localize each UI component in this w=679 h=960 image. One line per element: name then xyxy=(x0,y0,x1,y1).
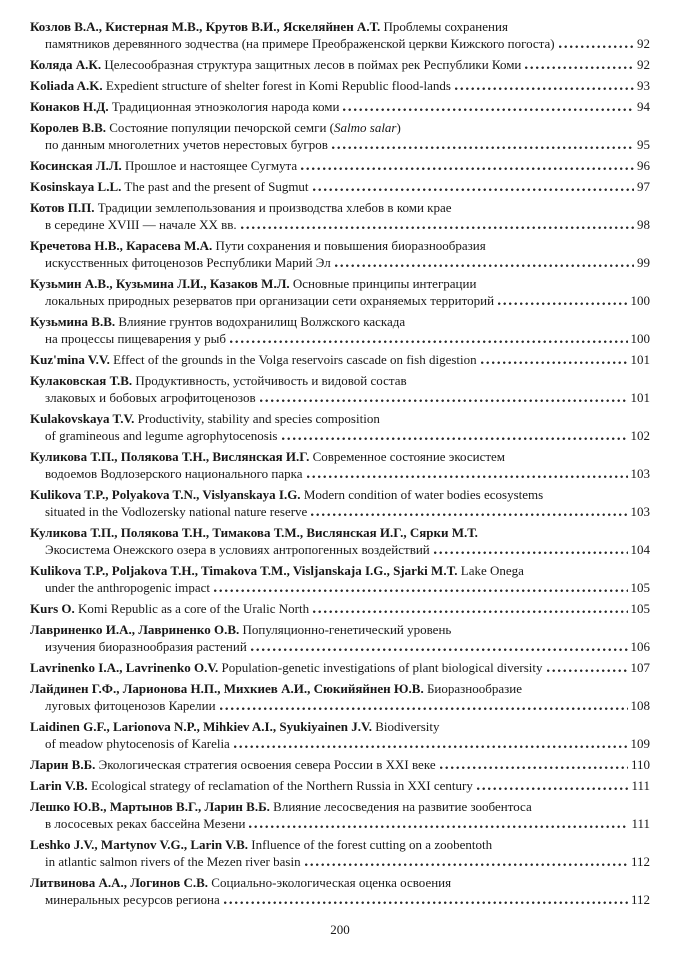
entry-line xyxy=(30,718,650,735)
entry-authors: Козлов В.А., Кистерная М.В., Крутов В.И., Яскеляйнен А.Т. xyxy=(30,19,381,34)
entry-line xyxy=(30,836,650,853)
entry-line xyxy=(30,410,650,427)
toc-entry xyxy=(30,98,650,115)
toc-entry xyxy=(30,718,650,752)
entry-text xyxy=(45,891,220,908)
toc-entry xyxy=(30,777,650,794)
toc-entry xyxy=(30,600,650,617)
dot-leader xyxy=(251,647,628,651)
dot-leader xyxy=(282,436,628,440)
toc-entry xyxy=(30,351,650,368)
entry-authors: Конаков Н.Д. xyxy=(30,99,109,114)
dot-leader xyxy=(335,263,634,267)
entry-text xyxy=(45,136,328,153)
toc-entry xyxy=(30,410,650,444)
entry-authors: Литвинова А.А., Логинов С.В. xyxy=(30,875,209,890)
entry-line-last xyxy=(30,56,650,73)
entry-title-text: Прошлое и настоящее Сугмута xyxy=(121,158,298,173)
entry-authors: Kuz'mina V.V. xyxy=(30,352,110,367)
entry-line-last xyxy=(30,427,650,444)
entry-page-number: 94 xyxy=(637,99,650,114)
entry-page-number: 100 xyxy=(630,293,650,308)
entry-title-text: Состояние популяции печорской семги ( xyxy=(106,120,335,135)
entry-title-text: в середине XVIII — начале XX вв. xyxy=(45,217,237,232)
entry-page-number: 112 xyxy=(630,892,650,907)
entry-title-text: на процессы пищеварения у рыб xyxy=(45,331,226,346)
toc-entry xyxy=(30,621,650,655)
dot-leader xyxy=(455,86,634,90)
entry-authors: Лайдинен Г.Ф., Ларионова Н.П., Михкиев А.И., Сюкийяйнен Ю.В. xyxy=(30,681,424,696)
toc-page xyxy=(30,18,650,938)
entry-text xyxy=(30,875,451,890)
entry-title-text: искусственных фитоценозов Республики Марий Эл xyxy=(45,255,331,270)
entry-text xyxy=(30,411,380,426)
entry-line xyxy=(30,275,650,292)
entry-title-text: Expedient structure of shelter forest in Komi Republic flood-lands xyxy=(102,78,451,93)
entry-title-text: Salmo salar xyxy=(334,120,397,135)
entry-line xyxy=(30,486,650,503)
entry-line-last xyxy=(30,891,650,908)
entry-text xyxy=(45,465,303,482)
entry-line xyxy=(30,18,650,35)
entry-text xyxy=(30,756,436,773)
entry-line xyxy=(30,524,650,541)
entry-title-text: Традиционная этноэкология народа коми xyxy=(108,99,340,114)
toc-entry xyxy=(30,56,650,73)
entry-line-last xyxy=(30,735,650,752)
entry-line-last xyxy=(30,465,650,482)
entry-text xyxy=(30,120,401,135)
entry-text xyxy=(45,292,494,309)
dot-leader xyxy=(440,765,628,769)
toc-entry xyxy=(30,680,650,714)
entry-title-text: Современное состояние экосистем xyxy=(309,449,506,464)
entry-title-text: Целесообразная структура защитных лесов в поймах рек Республики Коми xyxy=(101,57,522,72)
entry-page-number: 105 xyxy=(630,580,650,595)
entry-authors: Kurs O. xyxy=(30,601,75,616)
entry-line-last xyxy=(30,77,650,94)
entry-title-text: Lake Onega xyxy=(457,563,524,578)
entry-authors: Котов П.П. xyxy=(30,200,95,215)
entry-page-number: 110 xyxy=(630,757,650,772)
entry-authors: Кузьмина В.В. xyxy=(30,314,116,329)
toc-entry xyxy=(30,448,650,482)
entry-page-number: 112 xyxy=(630,854,650,869)
entry-title-text: памятников деревянного зодчества (на примере Преображенской церкви Кижского погоста) xyxy=(45,36,555,51)
entry-line-last xyxy=(30,579,650,596)
toc-entry xyxy=(30,77,650,94)
entry-authors: Куликова Т.П., Полякова Т.Н., Тимакова Т.М., Вислянская И.Г., Сярки М.Т. xyxy=(30,525,478,540)
entry-authors: Куликова Т.П., Полякова Т.Н., Вислянская И.Г. xyxy=(30,449,310,464)
dot-leader xyxy=(249,824,628,828)
toc-entry xyxy=(30,18,650,52)
entry-authors: Laidinen G.F., Larionova N.P., Mihkiev A.I., Syukiyainen J.V. xyxy=(30,719,372,734)
entry-text xyxy=(45,638,247,655)
toc-entry xyxy=(30,524,650,558)
entry-text xyxy=(30,351,477,368)
entry-title-text: Biodiversity xyxy=(371,719,440,734)
toc-entry xyxy=(30,313,650,347)
entry-text xyxy=(30,373,407,388)
toc-entry xyxy=(30,756,650,773)
toc-entry xyxy=(30,798,650,832)
entry-title-text: Ecological strategy of reclamation of the Northern Russia in XXI century xyxy=(87,778,473,793)
dot-leader xyxy=(305,862,628,866)
entry-text xyxy=(45,35,555,52)
dot-leader xyxy=(220,706,628,710)
toc-entry xyxy=(30,119,650,153)
entry-line-last xyxy=(30,35,650,52)
entry-title-text: Биоразнообразие xyxy=(423,681,522,696)
entry-title-text: Экологическая стратегия освоения севера России в XXI веке xyxy=(95,757,436,772)
dot-leader xyxy=(224,900,628,904)
entry-line xyxy=(30,798,650,815)
entry-title-text: in atlantic salmon rivers of the Mezen river basin xyxy=(45,854,301,869)
entry-text xyxy=(30,719,439,734)
entry-page-number: 96 xyxy=(637,158,650,173)
entry-line xyxy=(30,199,650,216)
entry-title-text: по данным многолетних учетов нерестовых бугров xyxy=(45,137,328,152)
dot-leader xyxy=(313,609,627,613)
dot-leader xyxy=(525,65,634,69)
entry-title-text: водоемов Водлозерского национального парка xyxy=(45,466,303,481)
entry-text xyxy=(30,681,522,696)
entry-title-text: изучения биоразнообразия растений xyxy=(45,639,247,654)
entry-line-last xyxy=(30,638,650,655)
entry-authors: Lavrinenko I.A., Lavrinenko O.V. xyxy=(30,660,219,675)
entry-title-text: ) xyxy=(396,120,401,135)
toc-entry xyxy=(30,659,650,676)
entry-text xyxy=(30,19,508,34)
entry-title-text: of gramineous and legume agrophytocenosis xyxy=(45,428,278,443)
entry-title-text: локальных природных резерватов при организации сети охраняемых территорий xyxy=(45,293,495,308)
footer-page-number: 200 xyxy=(330,922,350,937)
entry-authors: Коляда А.К. xyxy=(30,57,102,72)
entry-text xyxy=(45,735,230,752)
entry-title-text: в лососевых реках бассейна Мезени xyxy=(45,816,246,831)
entry-page-number: 108 xyxy=(630,698,650,713)
entry-page-number: 106 xyxy=(630,639,650,654)
dot-leader xyxy=(481,360,628,364)
entry-authors: Косинская Л.Л. xyxy=(30,158,122,173)
toc-entry xyxy=(30,562,650,596)
entry-text xyxy=(45,853,301,870)
entry-title-text: Основные принципы интеграции xyxy=(289,276,477,291)
entry-title-text: Популяционно-генетический уровень xyxy=(239,622,452,637)
entry-page-number: 102 xyxy=(630,428,650,443)
dot-leader xyxy=(307,474,628,478)
entry-line-last xyxy=(30,292,650,309)
entry-line xyxy=(30,237,650,254)
entry-authors: Leshko J.V., Martynov V.G., Larin V.B. xyxy=(30,837,249,852)
entry-line-last xyxy=(30,98,650,115)
entry-page-number: 95 xyxy=(637,137,650,152)
dot-leader xyxy=(547,668,628,672)
entry-line-last xyxy=(30,659,650,676)
entry-line-last xyxy=(30,541,650,558)
entry-title-text: The past and the present of Sugmut xyxy=(121,179,309,194)
entry-authors: Larin V.B. xyxy=(30,778,88,793)
entry-text xyxy=(45,389,256,406)
entry-title-text: Проблемы сохранения xyxy=(380,19,508,34)
entry-line xyxy=(30,874,650,891)
toc-entry xyxy=(30,372,650,406)
entry-line-last xyxy=(30,697,650,714)
entry-text xyxy=(30,777,473,794)
entry-authors: Kulikova T.P., Polyakova T.N., Vislyanskaya I.G. xyxy=(30,487,301,502)
entry-line-last xyxy=(30,351,650,368)
entry-line xyxy=(30,562,650,579)
toc-entry xyxy=(30,157,650,174)
dot-leader xyxy=(234,744,628,748)
entry-text xyxy=(30,238,486,253)
entry-line-last xyxy=(30,389,650,406)
entry-text xyxy=(30,563,524,578)
entry-line xyxy=(30,680,650,697)
entry-text xyxy=(30,837,492,852)
entry-text xyxy=(30,622,451,637)
entry-line-last xyxy=(30,853,650,870)
entry-title-text: Modern condition of water bodies ecosystems xyxy=(300,487,544,502)
entry-authors: Лавриненко И.А., Лавриненко О.В. xyxy=(30,622,240,637)
entry-title-text: Komi Republic as a core of the Uralic North xyxy=(74,601,310,616)
entry-text xyxy=(30,56,521,73)
dot-leader xyxy=(214,588,628,592)
entry-text xyxy=(45,541,430,558)
entry-text xyxy=(30,525,478,540)
dot-leader xyxy=(477,786,629,790)
entry-line xyxy=(30,313,650,330)
entry-title-text: Влияние грунтов водохранилищ Волжского каскада xyxy=(115,314,406,329)
entry-text xyxy=(30,157,297,174)
entry-page-number: 104 xyxy=(630,542,650,557)
page-footer xyxy=(30,921,650,938)
entry-authors: Ларин В.Б. xyxy=(30,757,96,772)
entry-title-text: Effect of the grounds in the Volga reservoirs cascade on fish digestion xyxy=(109,352,477,367)
entry-page-number: 100 xyxy=(630,331,650,346)
entry-line xyxy=(30,621,650,638)
entry-text xyxy=(30,98,339,115)
entry-title-text: of meadow phytocenosis of Karelia xyxy=(45,736,230,751)
entry-authors: Kulikova T.P., Poljakova T.H., Timakova T.M., Visljanskaja I.G., Sjarki M.T. xyxy=(30,563,458,578)
entry-text xyxy=(30,276,476,291)
toc-entry xyxy=(30,836,650,870)
entry-authors: Кречетова Н.В., Карасева М.А. xyxy=(30,238,213,253)
entry-text xyxy=(45,330,226,347)
toc-entry xyxy=(30,486,650,520)
entry-text xyxy=(45,697,216,714)
entry-text xyxy=(45,216,237,233)
entry-title-text: Влияние лесосведения на развитие зообентоса xyxy=(269,799,532,814)
entry-page-number: 107 xyxy=(630,660,650,675)
entry-line-last xyxy=(30,503,650,520)
entry-title-text: situated in the Vodlozersky national nature reserve xyxy=(45,504,308,519)
entry-page-number: 92 xyxy=(637,36,650,51)
entry-text xyxy=(30,799,532,814)
entry-line-last xyxy=(30,756,650,773)
entry-line-last xyxy=(30,178,650,195)
entry-page-number: 111 xyxy=(631,816,650,831)
entry-title-text: Экосистема Онежского озера в условиях антропогенных воздействий xyxy=(45,542,430,557)
entry-line-last xyxy=(30,254,650,271)
entry-text xyxy=(30,200,452,215)
entry-text xyxy=(45,815,245,832)
dot-leader xyxy=(498,301,627,305)
entry-title-text: Традиции землепользования и производства хлебов в коми крае xyxy=(94,200,452,215)
entry-authors: Кулаковская Т.В. xyxy=(30,373,133,388)
entry-page-number: 92 xyxy=(637,57,650,72)
toc-list xyxy=(30,18,650,908)
toc-entry xyxy=(30,199,650,233)
entry-page-number: 103 xyxy=(630,504,650,519)
entry-page-number: 93 xyxy=(637,78,650,93)
dot-leader xyxy=(332,145,634,149)
dot-leader xyxy=(301,166,634,170)
toc-entry xyxy=(30,874,650,908)
entry-title-text: злаковых и бобовых агрофитоценозов xyxy=(45,390,256,405)
entry-line-last xyxy=(30,216,650,233)
dot-leader xyxy=(434,550,628,554)
entry-title-text: минеральных ресурсов региона xyxy=(45,892,220,907)
entry-text xyxy=(45,254,331,271)
entry-page-number: 97 xyxy=(637,179,650,194)
entry-page-number: 98 xyxy=(637,217,650,232)
entry-text xyxy=(45,427,278,444)
entry-page-number: 109 xyxy=(630,736,650,751)
toc-entry xyxy=(30,275,650,309)
toc-entry xyxy=(30,237,650,271)
entry-text xyxy=(30,449,505,464)
entry-line-last xyxy=(30,600,650,617)
entry-line-last xyxy=(30,136,650,153)
entry-authors: Koliada A.K. xyxy=(30,78,103,93)
entry-authors: Kosinskaya L.L. xyxy=(30,179,122,194)
entry-title-text: Productivity, stability and species composition xyxy=(134,411,380,426)
dot-leader xyxy=(559,44,634,48)
entry-text xyxy=(30,77,451,94)
entry-page-number: 103 xyxy=(630,466,650,481)
entry-page-number: 105 xyxy=(630,601,650,616)
toc-entry xyxy=(30,178,650,195)
entry-text xyxy=(30,487,543,502)
entry-authors: Королев В.В. xyxy=(30,120,107,135)
entry-line-last xyxy=(30,815,650,832)
dot-leader xyxy=(311,512,627,516)
dot-leader xyxy=(260,398,628,402)
entry-authors: Лешко Ю.В., Мартынов В.Г., Ларин В.Б. xyxy=(30,799,270,814)
entry-title-text: under the anthropogenic impact xyxy=(45,580,210,595)
entry-line xyxy=(30,119,650,136)
entry-page-number: 99 xyxy=(637,255,650,270)
entry-text xyxy=(30,659,543,676)
entry-authors: Кузьмин А.В., Кузьмина Л.И., Казаков М.Л. xyxy=(30,276,290,291)
entry-line xyxy=(30,448,650,465)
entry-text xyxy=(45,579,210,596)
entry-title-text: Социально-экологическая оценка освоения xyxy=(208,875,452,890)
entry-text xyxy=(45,503,307,520)
dot-leader xyxy=(343,107,634,111)
dot-leader xyxy=(230,339,628,343)
dot-leader xyxy=(241,225,634,229)
entry-line xyxy=(30,372,650,389)
entry-line-last xyxy=(30,777,650,794)
entry-title-text: луговых фитоценозов Карелии xyxy=(45,698,216,713)
entry-title-text: Influence of the forest cutting on a zoobentoth xyxy=(248,837,493,852)
entry-line-last xyxy=(30,330,650,347)
entry-text xyxy=(30,600,309,617)
entry-title-text: Population-genetic investigations of plant biological diversity xyxy=(218,660,543,675)
entry-line-last xyxy=(30,157,650,174)
entry-page-number: 101 xyxy=(630,352,650,367)
entry-text xyxy=(30,178,309,195)
entry-title-text: Пути сохранения и повышения биоразнообразия xyxy=(212,238,486,253)
entry-page-number: 101 xyxy=(630,390,650,405)
entry-title-text: Продуктивность, устойчивость и видовой состав xyxy=(132,373,407,388)
entry-page-number: 111 xyxy=(631,778,650,793)
dot-leader xyxy=(313,187,634,191)
entry-authors: Kulakovskaya T.V. xyxy=(30,411,135,426)
entry-text xyxy=(30,314,405,329)
